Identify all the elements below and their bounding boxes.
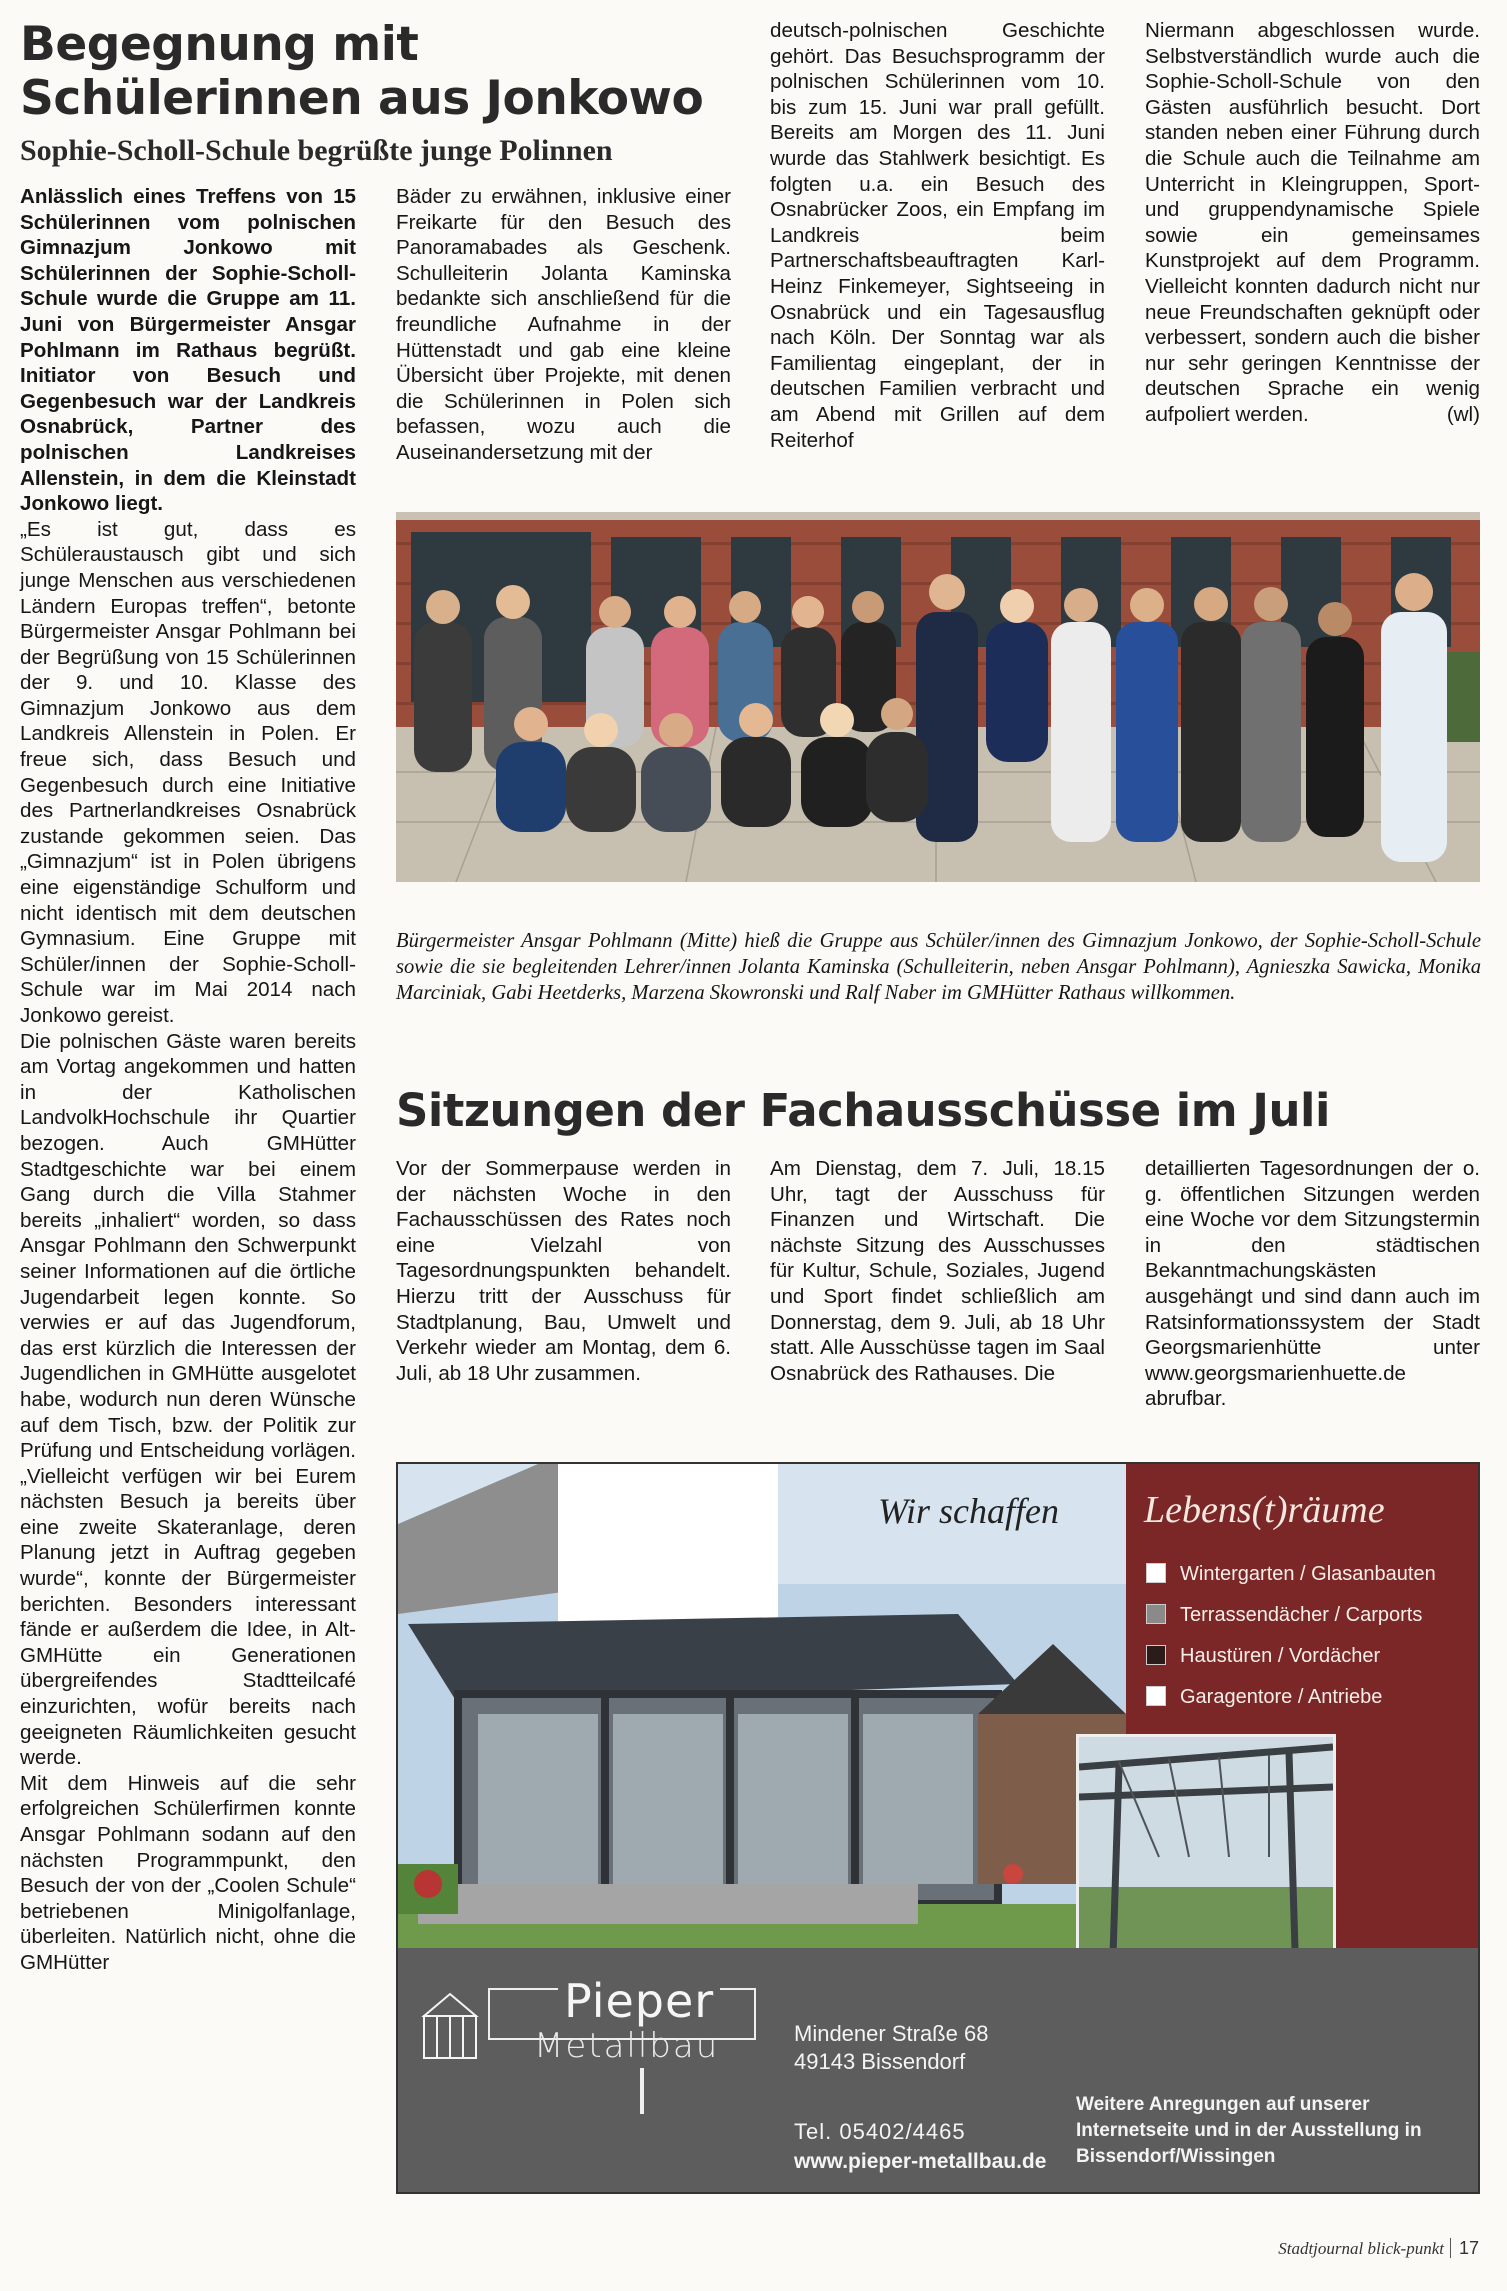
article2-title: Sitzungen der Fachausschüsse im Juli	[396, 1084, 1330, 1137]
ad-slogan-right: Lebens(t)räume	[1144, 1489, 1385, 1531]
photo-caption: Bürgermeister Ansgar Pohlmann (Mitte) hieß die Gruppe aus Schüler/innen des Gimnazjum Jonkowo, der Sophie-Scholl-Schule sowie die sie begleitenden Lehrer/innen Jolanta Kaminska (Schulleiterin, neben Ansgar Pohlmann), Agnieszka Sawicka, Monika Marciniak, Gabi Heetderks, Marzena Skowronski und Ralf Naber im GMHütter Rathaus willkommen.	[396, 930, 1481, 1004]
pieper-advertisement	[396, 1462, 1480, 2194]
ad-brand-sub: Metallbau	[534, 2026, 720, 2066]
article1-column-4	[1145, 18, 1480, 428]
group-photo	[396, 512, 1480, 882]
conservatory-photo	[398, 1464, 1126, 1948]
article1-column-2-text: Bäder zu erwähnen, inklusive einer Freikarte für den Besuch des Panoramabades als Geschenk. Schulleiterin Jolanta Kaminska bedankte sich anschließend für die freundliche Aufnahme in der Hüttenstadt und gab eine kleine Übersicht über Projekte, mit denen die Schülerinnen in Polen sich befassen, wozu auch die Auseinandersetzung mit der	[396, 185, 731, 464]
article1-paragraph-3: Mit dem Hinweis auf die sehr erfolgreichen Schülerfirmen konnte Ansgar Pohlmann sodann auf den nächsten Programmpunkt, den Besuch der von der „Coolen Schule“ betriebenen Minigolfanlage, überleiten. Natürlich nicht, ohne die GMHütter	[20, 1771, 356, 1974]
page-number: 17	[1450, 2238, 1479, 2258]
article1-column-2	[396, 184, 731, 466]
article2-column-2-text: Am Dienstag, dem 7. Juli, 18.15 Uhr, tagt der Ausschuss für Finanzen und Wirtschaft. Die nächste Sitzung des Ausschusses für Kultur, Schule, Soziales, Jugend und Sport findet schließlich am Donnerstag, dem 9. Juli, ab 18 Uhr statt. Alle Ausschüsse tagen im Saal Osnabrück des Rathauses. Die	[770, 1157, 1105, 1385]
square-bullet-icon	[1146, 1604, 1166, 1624]
article2-column-3-text: detaillierten Tagesordnungen der o. g. öffentlichen Sitzungen werden eine Woche vor dem Sitzungstermin in den städtischen Bekanntmachungskästen ausgehängt und sind dann auch im Ratsinformationssystem der Stadt Georgsmarienhütte unter www.georgsmarienhuette.de abrufbar.	[1145, 1157, 1480, 1411]
ad-website-link[interactable]: www.pieper-metallbau.de	[794, 2150, 1047, 2173]
ad-product-list	[1146, 1554, 1436, 1718]
page-footer	[1278, 2238, 1479, 2259]
ad-phone: Tel. 05402/4465	[794, 2119, 966, 2144]
ad-product-item: Garagentore / Antriebe	[1146, 1677, 1436, 1718]
logo-divider	[640, 2068, 644, 2114]
article2-column-2	[770, 1156, 1105, 1386]
article1-column-1	[20, 184, 356, 1976]
ad-slogan-left: Wir schaffen	[878, 1491, 1059, 1531]
building-logo-icon	[420, 1992, 480, 2062]
article2-column-1	[396, 1156, 731, 1386]
ad-product-item: Wintergarten / Glasanbauten	[1146, 1554, 1436, 1595]
article1-paragraph-1: „Es ist gut, dass es Schüleraustausch gibt und sich junge Menschen aus verschiedenen Ländern Europas treffen“, betonte Bürgermeister Ansgar Pohlmann bei der Begrüßung von 15 Schülerinnen der 9. und 10. Klasse des Gimnazjum Jonkowo aus dem Landkreis Allenstein in Polen. Er freue sich, dass Besuch und Gegenbesuch durch eine Initiative des Partnerlandkreises Osnabrück zustande gekommen seien. Das „Gimnazjum“ ist in Polen übrigens eine eigenständige Schulform und nicht identisch mit dem deutschen Gymnasium. Eine Gruppe mit Schüler/innen der Sophie-Scholl-Schule war im Mai 2014 nach Jonkowo gereist.	[20, 517, 356, 1027]
ad-address	[794, 2020, 988, 2076]
article1-column-3	[770, 18, 1105, 453]
square-bullet-icon	[1146, 1563, 1166, 1583]
author-signature: (wl)	[1446, 402, 1480, 426]
article1-paragraph-2: Die polnischen Gäste waren bereits am Vortag angekommen und hatten in der Katholischen LandvolkHochschule ihr Quartier bezogen. Auch GMHütter Stadtgeschichte war bei einem Gang durch die Villa Stahmer bereits „inhaliert“ worden, so dass Ansgar Pohlmann den Schwerpunkt seiner Informationen auf die örtliche Jugendarbeit legen konnte. So verwies er auf das Jugendforum, das erst kürzlich die Interessen der Jugendlichen in GMHütte ausgelotet habe, wodurch nun deren Wünsche auf dem Tisch, bzw. der Politik zur Prüfung und Entscheidung vorlägen. „Vielleicht verfügen wir bei Eurem nächsten Besuch ja bereits über eine zweite Skateranlage, deren Planung jetzt in Auftrag gegeben wurde“, konnte der Bürgermeister berichten. Besonders interessant fände er außerdem die Idee, in Alt-GMHütte ein Generationen übergreifendes Stadtteilcafé einzurichten, wofür bereits nach geeigneten Räumlichkeiten gesucht werde.	[20, 1029, 356, 1770]
article-title	[20, 18, 703, 126]
title-line-2: Schülerinnen aus Jonkowo	[20, 71, 704, 126]
ad-city: 49143 Bissendorf	[794, 2049, 966, 2074]
article1-column-3-text: deutsch-polnischen Geschichte gehört. Das Besuchsprogramm der polnischen Schülerinnen vom 10. bis zum 15. Juni war prall gefüllt. Bereits am Morgen des 11. Juni wurde das Stahlwerk besichtigt. Es folgten u.a. ein Besuch des Osnabrücker Zoos, ein Empfang im Landkreis beim Partnerschaftsbeauftragten Karl-Heinz Finkemeyer, Sightseeing in Osnabrück und ein Tagesausflug nach Köln. Der Sonntag war als Familientag eingeplant, der in deutschen Familien verbracht und am Abend mit Grillen auf dem Reiterhof	[770, 19, 1105, 452]
article-lead: Anlässlich eines Treffens von 15 Schülerinnen vom polnischen Gimnazjum Jonkowo mit Schülerinnen der Sophie-Scholl-Schule wurde die Gruppe am 11. Juni von Bürgermeister Ansgar Pohlmann im Rathaus begrüßt. Initiator von Besuch und Gegenbesuch war der Landkreis Osnabrück, Partner des polnischen Landkreises Allenstein, in dem die Kleinstadt Jonkowo liegt.	[20, 185, 356, 516]
article2-column-3	[1145, 1156, 1480, 1412]
ad-street: Mindener Straße 68	[794, 2021, 989, 2046]
publication-name: Stadtjournal blick-punkt	[1278, 2239, 1444, 2258]
ad-note: Weitere Anregungen auf unserer Internetseite und in der Ausstellung in Bissendorf/Wissingen	[1076, 2094, 1422, 2167]
square-bullet-icon	[1146, 1686, 1166, 1706]
ad-product-item: Haustüren / Vordächer	[1146, 1636, 1436, 1677]
article-subtitle: Sophie-Scholl-Schule begrüßte junge Polinnen	[20, 134, 613, 167]
title-line-1: Begegnung mit	[20, 17, 419, 72]
ad-brand-name: Pieper	[558, 1974, 720, 2028]
article2-column-1-text: Vor der Sommerpause werden in der nächsten Woche in den Fachausschüssen des Rates noch eine Vielzahl von Tagesordnungspunkten behandelt. Hierzu tritt der Ausschuss für Stadtplanung, Bau, Umwelt und Verkehr wieder am Montag, dem 6. Juli, ab 18 Uhr zusammen.	[396, 1157, 731, 1385]
square-bullet-icon	[1146, 1645, 1166, 1665]
ad-product-item: Terrassendächer / Carports	[1146, 1595, 1436, 1636]
article1-column-4-text: Niermann abgeschlossen wurde. Selbstverständlich wurde auch die Sophie-Scholl-Schule von den Gästen ausführlich besucht. Dort standen neben einer Führung durch die Schule auch die Teilnahme am Unterricht in Kleingruppen, Sport- und gruppendynamische Spiele sowie ein gemeinsames Kunstprojekt auf dem Programm. Vielleicht konnten dadurch nicht nur neue Freundschaften geknüpft oder verbessert, sondern auch die bisher nur sehr geringen Kenntnisse der deutschen Sprache ein wenig aufpoliert werden.	[1145, 19, 1480, 426]
